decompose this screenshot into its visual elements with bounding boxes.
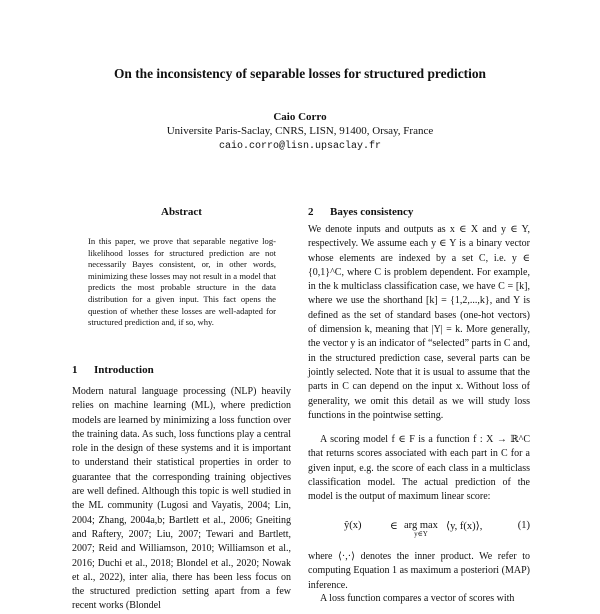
paper-title: On the inconsistency of separable losses for structured prediction	[114, 66, 486, 81]
intro-title: Introduction	[94, 364, 154, 376]
bayes-paragraph-4: A loss function compares a vector of scores with	[320, 593, 515, 604]
bayes-heading	[308, 206, 413, 218]
equation-argmax	[404, 520, 438, 538]
equation-number: (1)	[517, 520, 530, 531]
intro-heading	[72, 364, 154, 376]
equation-1	[308, 520, 530, 542]
abstract-text: In this paper, we prove that separable negative log-likelihood losses for structured prediction are not necessarily Bayes consistent, or, in other words, minimizing these losses may not result in a model that predicts the most probable structure in the data distribution for a given input. This fact opens the question of whether these losses are well-adapted for structured prediction and, if so, why.	[88, 236, 276, 328]
intro-number: 1	[72, 364, 78, 376]
equation-rhs: ⟨y, f(x)⟩,	[446, 521, 483, 532]
bayes-paragraph-3: where ⟨·,·⟩ denotes the inner product. We refer to computing Equation 1 as maximum a posteriori (MAP) inference.	[308, 551, 530, 591]
intro-text: Modern natural language processing (NLP) heavily relies on machine learning (ML), where prediction models are learned by minimizing a loss function over the training data. As such, loss functions play a central role in the design of these systems and it is important to understand their statistical properties in order to guarantee that the corresponding training objectives are well defined. Although this topic is well studied in the ML community (Lugosi and Vayatis, 2004; Lin, 2004; Zhang, 2004a,b; Bartlett et al., 2006; Gneiting and Raftery, 2007; Liu, 2007; Tewari and Bartlett, 2007; Reid and Williamson, 2010; Williamson et al., 2016; Duchi et al., 2018; Blondel et al., 2020; Nowak et al., 2022), inter alia, there has been less focus on the structured prediction setting apart from a few recent works (Blondel	[72, 386, 291, 612]
equation-op: ∈	[390, 521, 398, 532]
author-name: Caio Corro	[273, 111, 327, 123]
bayes-paragraph-2: A scoring model f ∈ F is a function f : X → ℝ^C that returns scores associated with each part in C for a given input, e.g. the score of each class in a multiclass classification model. The actual prediction of the model is the output of maximum linear score:	[308, 434, 530, 503]
author-affiliation: Universite Paris-Saclay, CNRS, LISN, 91400, Orsay, France	[166, 125, 434, 137]
abstract-heading: Abstract	[161, 206, 202, 218]
bayes-paragraph-1: We denote inputs and outputs as x ∈ X and y ∈ Y, respectively. We assume each y ∈ Y is a binary vector whose elements are indexed by a set C, i.e. y ∈ {0,1}^C, where C is problem dependent. For example, in the k multiclass classification case, we have C = [k], where we use the shorthand [k] = {1,2,...,k}, and Y is defined as the set of standard bases (one-hot vectors) of dimension k, meaning that |Y| = k. More generally, the vector y is an indicator of “selected” parts in C and, in the structured prediction case, several parts can be jointly selected. Note that it is usual to assume that the parts in C can depend on the input x. Without loss of generality, we omit this detail as we will study loss functions in the pointwise setting.	[308, 224, 530, 421]
equation-lhs: ŷ(x)	[344, 520, 362, 531]
bayes-number: 2	[308, 206, 314, 218]
author-email: caio.corro@lisn.upsaclay.fr	[218, 141, 382, 152]
bayes-title: Bayes consistency	[330, 206, 414, 218]
argmax-label: arg max	[404, 520, 438, 531]
argmax-subscript: y∈Y	[414, 530, 428, 538]
